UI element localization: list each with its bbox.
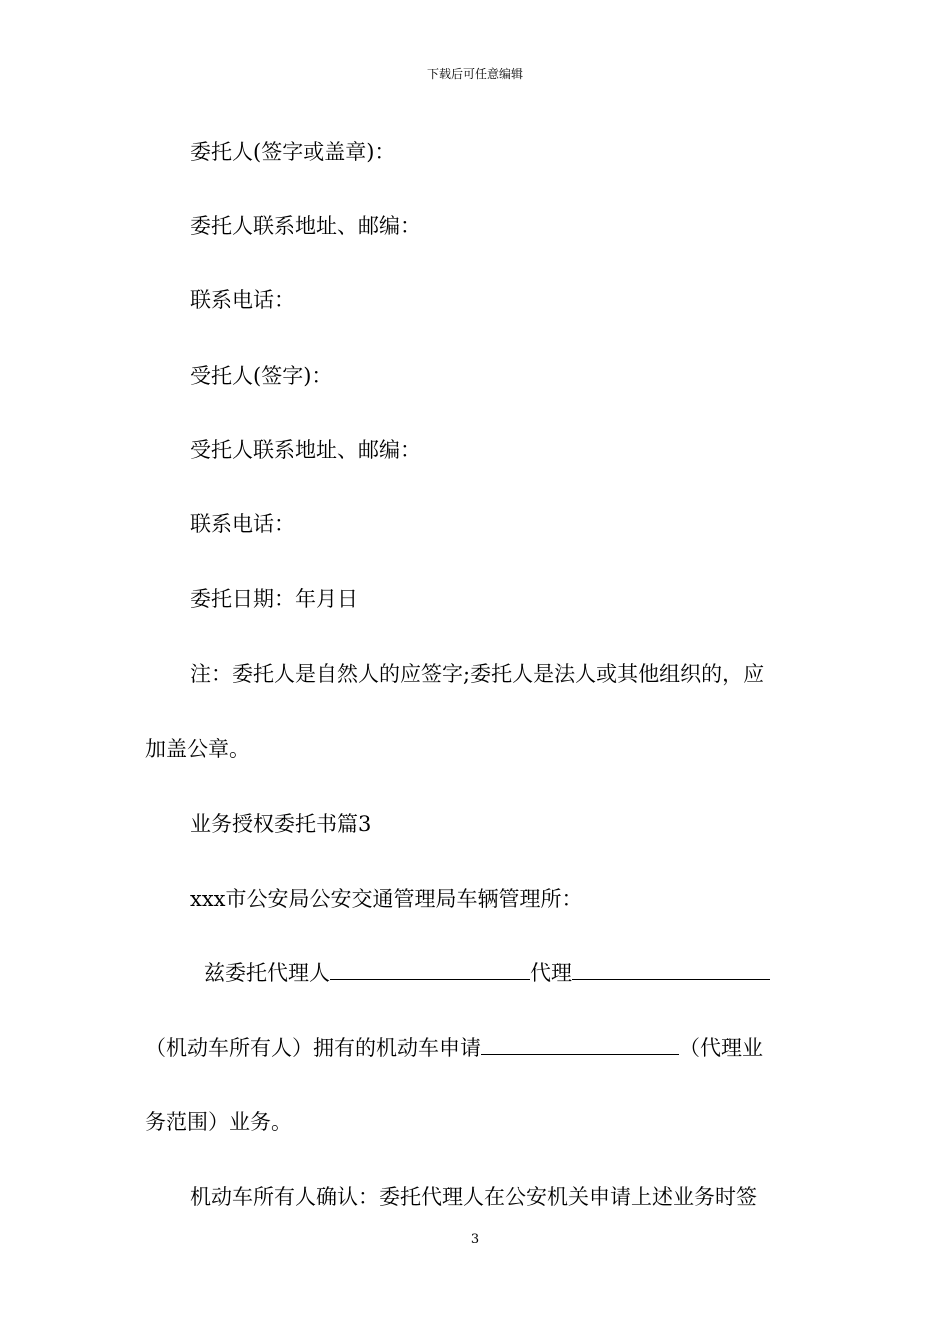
principal-address-line: 委托人联系地址、邮编：: [190, 214, 421, 238]
form-line-2-text-b: （代理业: [679, 1036, 763, 1060]
agent-name-blank[interactable]: [330, 959, 530, 980]
owner-name-blank[interactable]: [572, 959, 770, 980]
owner-confirmation-line: 机动车所有人确认：委托代理人在公安机关申请上述业务时签: [190, 1185, 757, 1209]
form-line-1: [204, 959, 770, 987]
business-scope-blank[interactable]: [481, 1034, 679, 1055]
form-line-2-text-a: （机动车所有人）拥有的机动车申请: [145, 1036, 481, 1060]
principal-phone-line: 联系电话：: [190, 288, 295, 312]
form-line-2: [145, 1034, 763, 1062]
note-continuation: 加盖公章。: [145, 737, 250, 761]
section-title: 业务授权委托书篇3: [190, 812, 372, 836]
page-number: 3: [470, 1232, 480, 1247]
agent-signature-line: 受托人(签字)：: [190, 364, 333, 388]
agent-phone-line: 联系电话：: [190, 512, 295, 536]
form-line-3: 务范围）业务。: [145, 1110, 292, 1134]
entrust-date-line: 委托日期：年月日: [190, 587, 358, 611]
form-line-1-text-b: 代理: [530, 961, 572, 985]
page-header: 下载后可任意编辑: [426, 67, 523, 81]
principal-signature-line: 委托人(签字或盖章)：: [190, 140, 396, 164]
note-line: 注：委托人是自然人的应签字;委托人是法人或其他组织的，应: [190, 662, 765, 686]
addressee-line: xxx市公安局公安交通管理局车辆管理所：: [190, 887, 583, 911]
agent-address-line: 受托人联系地址、邮编：: [190, 438, 421, 462]
form-line-1-text-a: 兹委托代理人: [204, 961, 330, 985]
